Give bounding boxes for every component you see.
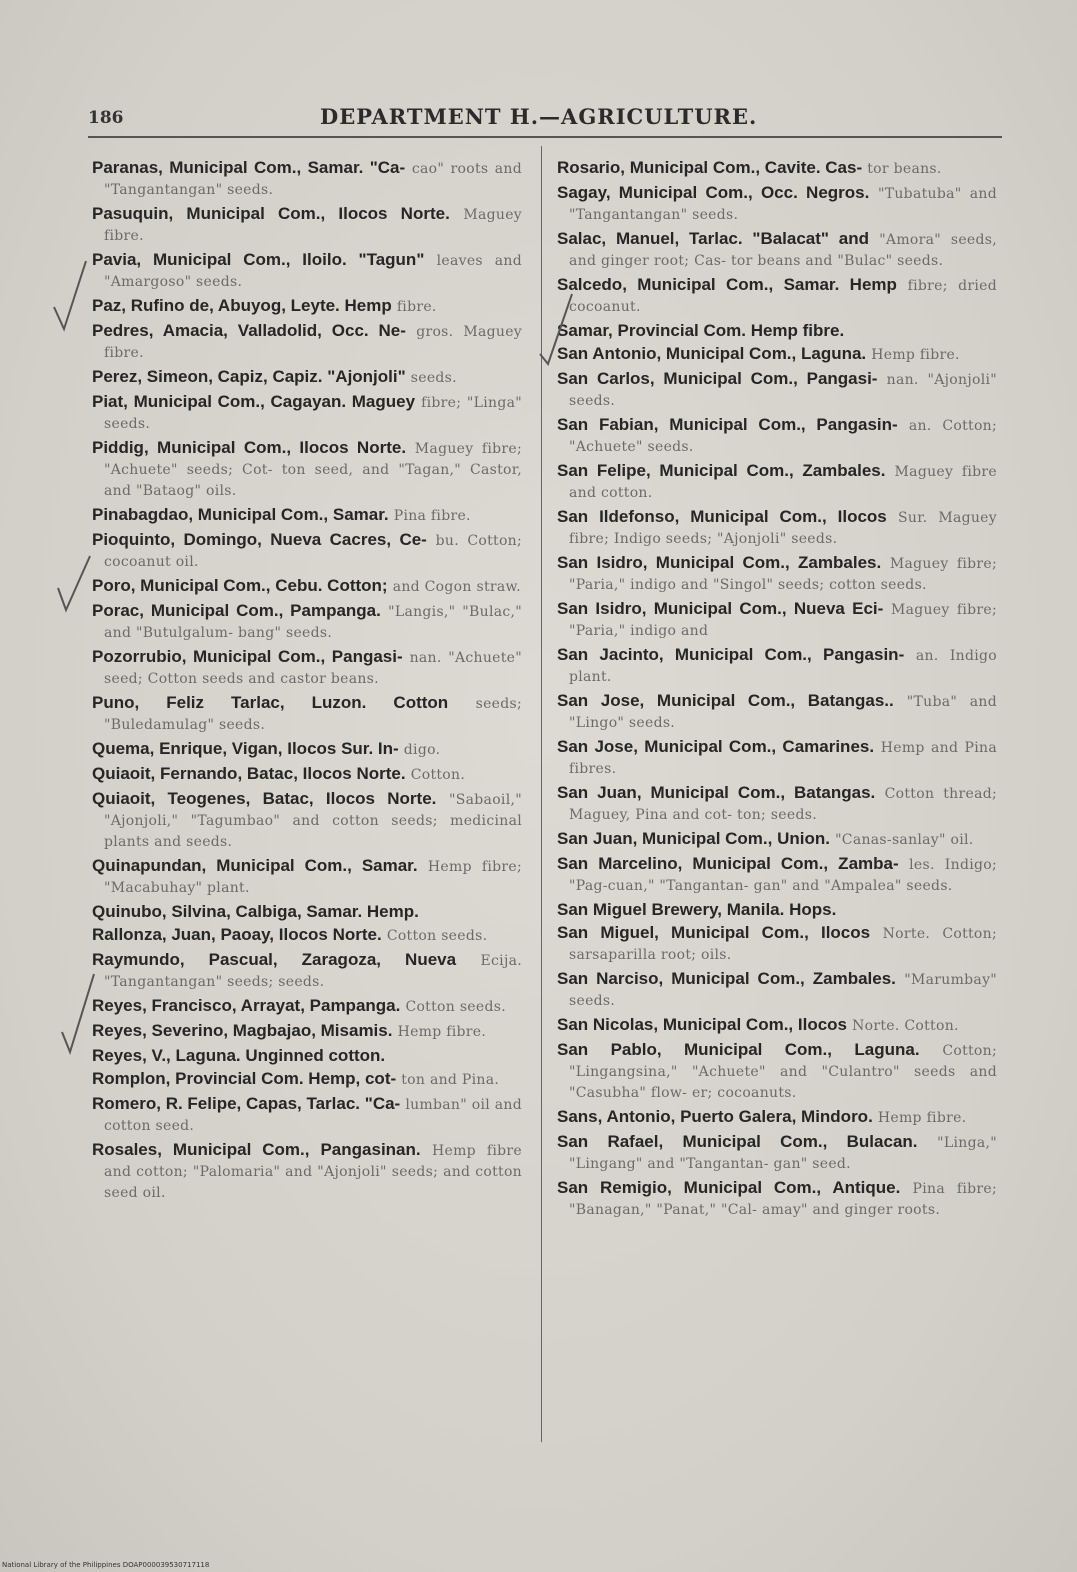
entry-name: San Carlos, Municipal Com., Pangasi- (557, 369, 878, 388)
directory-entry (557, 415, 997, 457)
entry-name: San Antonio, Municipal Com., Laguna. (557, 344, 867, 363)
entry-description: Norte. Cotton; sarsaparilla root; oils. (569, 926, 997, 963)
entry-name: San Isidro, Municipal Com., Nueva Eci- (557, 599, 884, 618)
entry-name: Reyes, Severino, Magbajao, Misamis. (92, 1021, 393, 1040)
directory-entry (557, 1015, 997, 1036)
entry-name: Puno, Feliz Tarlac, Luzon. Cotton (92, 693, 449, 712)
entry-description: Pina fibre; "Banagan," "Panat," "Cal- amay" and ginger roots. (569, 1181, 997, 1218)
entry-description: fibre; dried cocoanut. (569, 278, 998, 315)
footer-credit: National Library of the Philippines DOAP000039530717118 (2, 1561, 210, 1569)
entry-description: "Marumbay" seeds. (569, 972, 998, 1009)
directory-entry (557, 829, 997, 850)
entry-description: gros. Maguey fibre. (104, 324, 523, 361)
directory-entry (92, 996, 522, 1017)
directory-entry (92, 367, 522, 388)
entry-description: Maguey fibre; "Achuete" seeds; Cot- ton seed, and "Tagan," Castor, and "Bataog" oils. (104, 441, 522, 499)
page-header (88, 104, 1002, 136)
directory-entry (557, 183, 997, 225)
entry-name: Paz, Rufino de, Abuyog, Leyte. Hemp (92, 296, 392, 315)
directory-entry (92, 204, 522, 246)
entry-name: Reyes, Francisco, Arrayat, Pampanga. (92, 996, 401, 1015)
entry-description: nan. "Achuete" seed; Cotton seeds and castor beans. (104, 650, 522, 687)
entry-name: Poro, Municipal Com., Cebu. Cotton; (92, 576, 388, 595)
entry-name: Pasuquin, Municipal Com., Ilocos Norte. (92, 204, 450, 223)
entry-description: Maguey fibre. (104, 207, 522, 244)
entry-name: San Ildefonso, Municipal Com., Ilocos (557, 507, 887, 526)
entry-description: seeds. (410, 370, 457, 386)
directory-entry (92, 789, 522, 852)
directory-entry (557, 1178, 997, 1220)
entry-description: "Langis," "Bulac," and "Butulgalum- bang" seeds. (104, 604, 523, 641)
entry-description: "Tubatuba" and "Tangantangan" seeds. (569, 186, 997, 223)
entry-description: leaves and "Amargoso" seeds. (104, 253, 522, 290)
directory-entry (557, 645, 997, 687)
directory-entry (557, 923, 997, 965)
entry-description: Hemp fibre. (871, 347, 960, 363)
entry-name: San Juan, Municipal Com., Batangas. (557, 783, 876, 802)
entry-name: Pavia, Municipal Com., Iloilo. "Tagun" (92, 250, 425, 269)
directory-entry (557, 737, 997, 779)
directory-entry (92, 601, 522, 643)
directory-entry (92, 950, 522, 992)
entry-description: an. Cotton; "Achuete" seeds. (569, 418, 998, 455)
entry-description: Maguey fibre and cotton. (569, 464, 997, 501)
directory-entry (557, 229, 997, 271)
directory-entry (557, 599, 997, 641)
entry-name: San Pablo, Municipal Com., Laguna. (557, 1040, 920, 1059)
entry-name: Quinubo, Silvina, Calbiga, Samar. Hemp. (92, 902, 419, 921)
entry-name: Pinabagdao, Municipal Com., Samar. (92, 505, 389, 524)
handwritten-check-icon (50, 255, 90, 335)
entry-name: Piat, Municipal Com., Cagayan. Maguey (92, 392, 416, 411)
entry-name: San Marcelino, Municipal Com., Zamba- (557, 854, 899, 873)
directory-entry (557, 275, 997, 317)
entry-name: Paranas, Municipal Com., Samar. "Ca- (92, 158, 406, 177)
entry-name: Sagay, Municipal Com., Occ. Negros. (557, 183, 870, 202)
directory-entry (92, 392, 522, 434)
entry-name: Samar, Provincial Com. Hemp fibre. (557, 321, 845, 340)
entry-name: San Jose, Municipal Com., Batangas.. (557, 691, 894, 710)
directory-entry (92, 1021, 522, 1042)
directory-entry (92, 505, 522, 526)
directory-entry (557, 1107, 997, 1128)
entry-description: Hemp fibre. (877, 1110, 967, 1126)
handwritten-check-icon (60, 968, 98, 1058)
entry-description: Cotton; "Lingangsina," "Achuete" and "Culantro" seeds and "Casubha" flow- er; cocoanuts. (569, 1043, 997, 1101)
entry-name: Sans, Antonio, Puerto Galera, Mindoro. (557, 1107, 873, 1126)
entry-name: Rosario, Municipal Com., Cavite. Cas- (557, 158, 863, 177)
entry-name: San Juan, Municipal Com., Union. (557, 829, 830, 848)
entry-name: Romplon, Provincial Com. Hemp, cot- (92, 1069, 397, 1088)
entry-description: Ecija. "Tangantangan" seeds; seeds. (104, 953, 522, 990)
entry-name: Piddig, Municipal Com., Ilocos Norte. (92, 438, 407, 457)
entry-description: Maguey fibre; "Paria," indigo and "Singol" seeds; cotton seeds. (569, 556, 997, 593)
entry-name: Rallonza, Juan, Paoay, Ilocos Norte. (92, 925, 382, 944)
directory-entry (92, 764, 522, 785)
entry-name: Quiaoit, Fernando, Batac, Ilocos Norte. (92, 764, 406, 783)
entry-description: an. Indigo plant. (569, 648, 997, 685)
entry-description: les. Indigo; "Pag-cuan," "Tangantan- gan" and "Ampalea" seeds. (569, 857, 997, 894)
entry-name: Raymundo, Pascual, Zaragoza, Nueva (92, 950, 457, 969)
directory-entry (92, 925, 522, 946)
directory-entry (557, 900, 997, 919)
entry-name: San Isidro, Municipal Com., Zambales. (557, 553, 882, 572)
entry-name: San Rafael, Municipal Com., Bulacan. (557, 1132, 918, 1151)
directory-entry (92, 158, 522, 200)
handwritten-check-icon (538, 290, 578, 370)
entry-description: Hemp fibre; "Macabuhay" plant. (104, 859, 522, 896)
right-column (557, 158, 997, 1224)
entry-name: Perez, Simeon, Capiz, Capiz. "Ajonjoli" (92, 367, 406, 386)
entry-description: bu. Cotton; cocoanut oil. (104, 533, 523, 570)
entry-description: "Canas-sanlay" oil. (835, 832, 974, 848)
directory-entry (92, 530, 522, 572)
entry-description: ton and Pina. (401, 1072, 500, 1088)
entry-description: "Sabaoil," "Ajonjoli," "Tagumbao" and cotton seeds; medicinal plants and seeds. (104, 792, 522, 850)
directory-entry (557, 507, 997, 549)
directory-entry (557, 158, 997, 179)
directory-entry (92, 856, 522, 898)
entry-name: Porac, Municipal Com., Pampanga. (92, 601, 381, 620)
entry-name: Rosales, Municipal Com., Pangasinan. (92, 1140, 421, 1159)
directory-entry (557, 1132, 997, 1174)
entry-name: Pedres, Amacia, Valladolid, Occ. Ne- (92, 321, 406, 340)
entry-description: Cotton. (410, 767, 466, 783)
entry-name: Romero, R. Felipe, Capas, Tarlac. "Ca- (92, 1094, 401, 1113)
directory-entry (557, 369, 997, 411)
header-rule (88, 136, 1002, 138)
entry-name: Pioquinto, Domingo, Nueva Cacres, Ce- (92, 530, 427, 549)
entry-description: seeds; "Buledamulag" seeds. (104, 696, 523, 733)
directory-entry (557, 854, 997, 896)
entry-description: "Amora" seeds, and ginger root; Cas- tor beans and "Bulac" seeds. (569, 232, 997, 269)
entry-description: "Linga," "Lingang" and "Tangantan- gan" seed. (569, 1135, 997, 1172)
entry-description: cao" roots and "Tangantangan" seeds. (104, 161, 523, 198)
directory-entry (557, 461, 997, 503)
entry-description: Hemp fibre and cotton; "Palomaria" and "Ajonjoli" seeds; and cotton seed oil. (104, 1143, 523, 1201)
directory-entry (557, 969, 997, 1011)
entry-description: lumban" oil and cotton seed. (104, 1097, 522, 1134)
entry-description: and Cogon straw. (392, 579, 521, 595)
entry-description: "Tuba" and "Lingo" seeds. (569, 694, 997, 731)
entry-name: San Narciso, Municipal Com., Zambales. (557, 969, 896, 988)
entry-name: San Fabian, Municipal Com., Pangasin- (557, 415, 898, 434)
entry-name: San Jacinto, Municipal Com., Pangasin- (557, 645, 905, 664)
entry-name: Quiaoit, Teogenes, Batac, Ilocos Norte. (92, 789, 437, 808)
handwritten-check-icon (54, 548, 94, 618)
entry-description: nan. "Ajonjoli" seeds. (569, 372, 997, 409)
entry-name: Quinapundan, Municipal Com., Samar. (92, 856, 418, 875)
directory-entry (92, 250, 522, 292)
directory-entry (557, 1040, 997, 1103)
directory-entry (92, 1094, 522, 1136)
directory-entry (92, 1140, 522, 1203)
entry-name: Salcedo, Municipal Com., Samar. Hemp (557, 275, 897, 294)
entry-description: fibre; "Linga" seeds. (104, 395, 522, 432)
entry-name: San Felipe, Municipal Com., Zambales. (557, 461, 886, 480)
entry-description: Pina fibre. (393, 508, 471, 524)
entry-name: Quema, Enrique, Vigan, Ilocos Sur. In- (92, 739, 399, 758)
entry-name: Salac, Manuel, Tarlac. "Balacat" and (557, 229, 870, 248)
entry-description: Cotton seeds. (405, 999, 506, 1015)
directory-entry (92, 321, 522, 363)
directory-entry (92, 739, 522, 760)
entry-description: fibre. (396, 299, 437, 315)
directory-entry (92, 902, 522, 921)
directory-entry (92, 1046, 522, 1065)
directory-entry (92, 647, 522, 689)
entry-description: Norte. Cotton. (852, 1018, 959, 1034)
entry-description: Hemp and Pina fibres. (569, 740, 997, 777)
entry-name: San Nicolas, Municipal Com., Ilocos (557, 1015, 848, 1034)
entry-description: Cotton seeds. (386, 928, 488, 944)
page-number: 186 (88, 108, 124, 128)
entry-name: San Jose, Municipal Com., Camarines. (557, 737, 875, 756)
entry-description: Sur. Maguey fibre; Indigo seeds; "Ajonjoli" seeds. (569, 510, 997, 547)
entry-name: Pozorrubio, Municipal Com., Pangasi- (92, 647, 403, 666)
entry-description: Cotton thread; Maguey, Pina and cot- ton; seeds. (569, 786, 997, 823)
directory-entry (557, 321, 997, 340)
directory-entry (557, 783, 997, 825)
entry-name: Reyes, V., Laguna. Unginned cotton. (92, 1046, 386, 1065)
entry-description: digo. (403, 742, 441, 758)
entry-name: San Miguel, Municipal Com., Ilocos (557, 923, 871, 942)
directory-entry (92, 693, 522, 735)
directory-entry (92, 438, 522, 501)
entry-name: San Miguel Brewery, Manila. Hops. (557, 900, 837, 919)
entry-description: Maguey fibre; "Paria," indigo and (569, 602, 997, 639)
directory-entry (557, 691, 997, 733)
entry-description: tor beans. (867, 161, 942, 177)
directory-entry (557, 344, 997, 365)
directory-entry (92, 1069, 522, 1090)
directory-entry (92, 576, 522, 597)
entry-name: San Remigio, Municipal Com., Antique. (557, 1178, 901, 1197)
directory-entry (557, 553, 997, 595)
directory-entry (92, 296, 522, 317)
running-head: DEPARTMENT H.—AGRICULTURE. (320, 104, 758, 129)
left-column (92, 158, 522, 1207)
entry-description: Hemp fibre. (397, 1024, 487, 1040)
